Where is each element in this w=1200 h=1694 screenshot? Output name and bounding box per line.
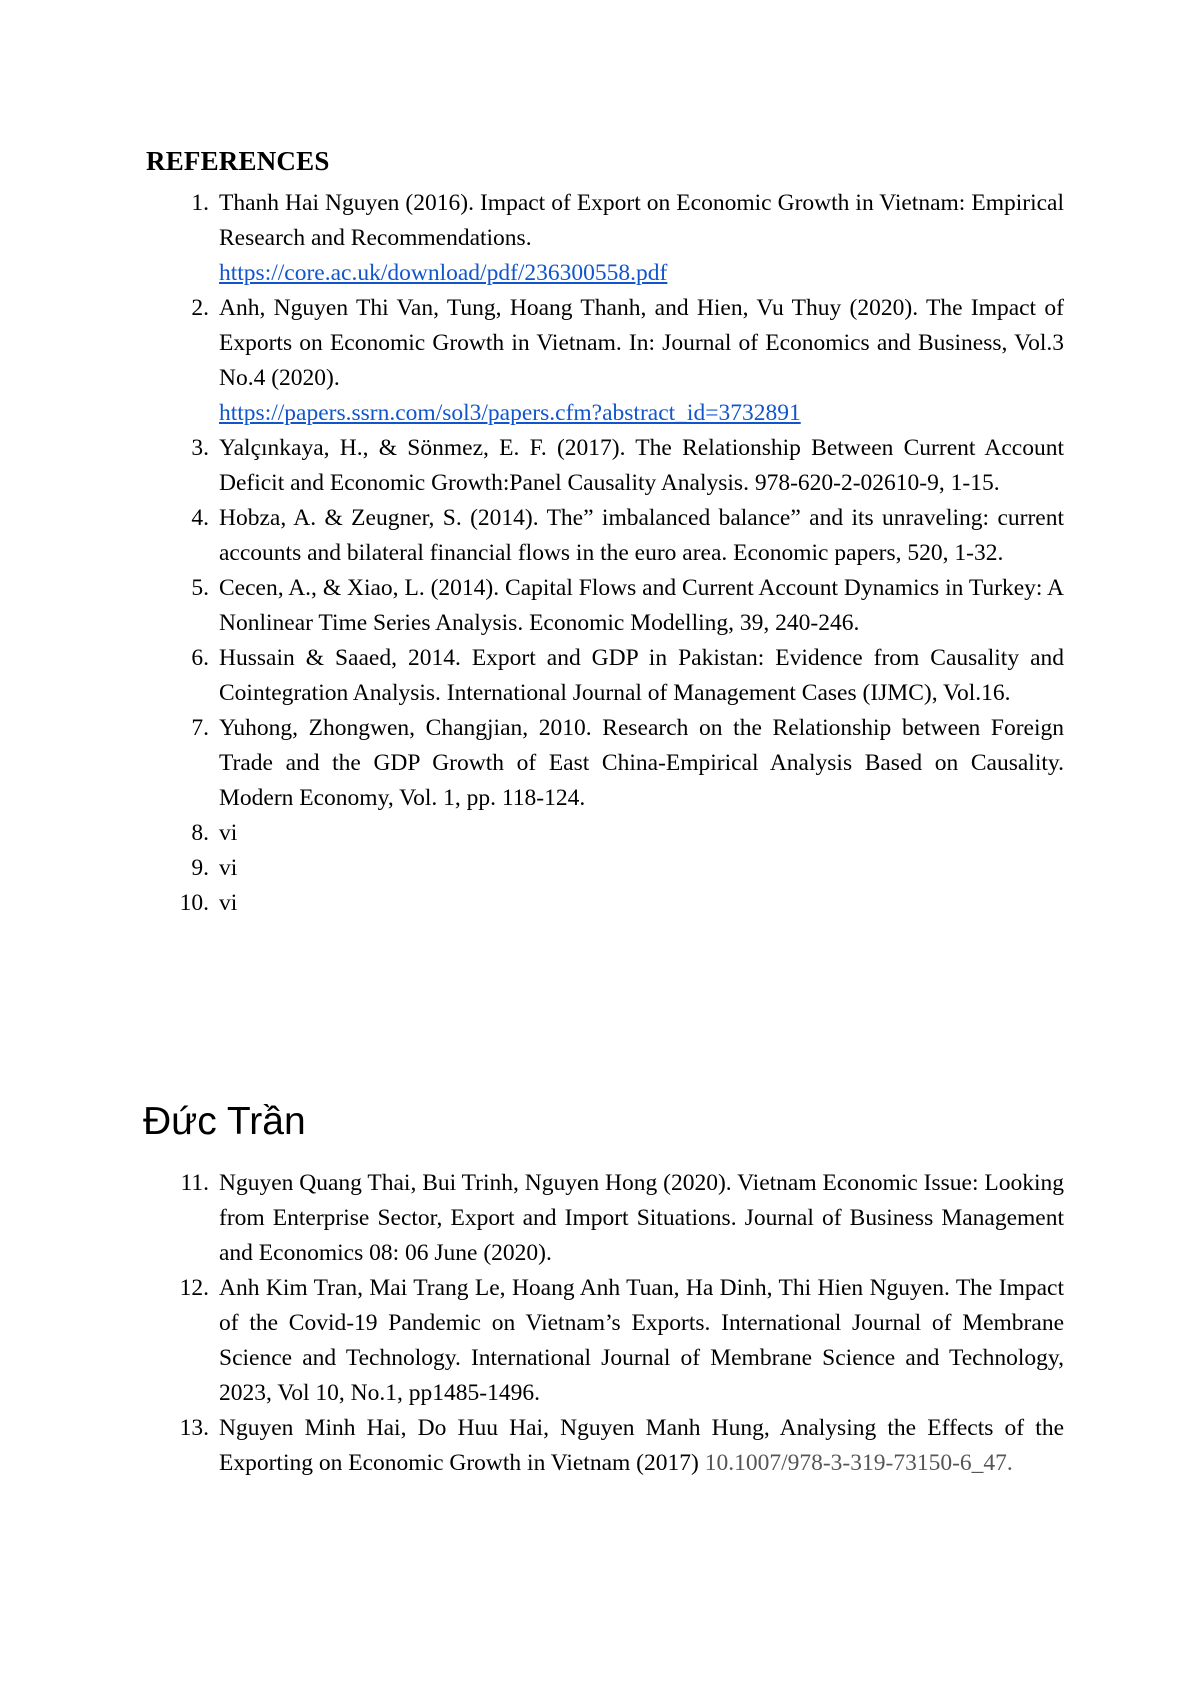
reference-text: Hussain & Saaed, 2014. Export and GDP in Pakistan: Evidence from Causality and Cointegration Analysis. International Journal of Management Cases (IJMC), Vol.16. (219, 645, 1064, 706)
reference-text (219, 291, 1064, 431)
reference-number: 12. (179, 1275, 209, 1301)
reference-item-13 (146, 1411, 1064, 1481)
reference-citation: Anh, Nguyen Thi Van, Tung, Hoang Thanh, and Hien, Vu Thuy (2020). The Impact of Exports on Economic Growth in Vietnam. In: Journal of Economics and Business, Vol.3 No.4 (2020). (219, 295, 1064, 391)
reference-number: 1. (191, 190, 209, 216)
reference-citation: Thanh Hai Nguyen (2016). Impact of Export on Economic Growth in Vietnam: Empirical Research and Recommendations. (219, 190, 1064, 251)
reference-text: vi (219, 855, 238, 881)
reference-item-4 (146, 501, 1064, 571)
reference-number: 13. (179, 1415, 209, 1441)
reference-item-6 (146, 641, 1064, 711)
reference-item-2 (146, 291, 1064, 431)
reference-text: Yuhong, Zhongwen, Changjian, 2010. Research on the Relationship between Foreign Trade and the GDP Growth of East China-Empirical Analysis Based on Causality. Modern Economy, Vol. 1, pp. 118-124. (219, 715, 1064, 811)
reference-text: Hobza, A. & Zeugner, S. (2014). The” imbalanced balance” and its unraveling: current accounts and bilateral financial flows in the euro area. Economic papers, 520, 1-32. (219, 505, 1064, 566)
reference-number: 10. (179, 890, 209, 916)
references-list (146, 186, 1064, 921)
reference-text: vi (219, 820, 238, 846)
reference-number: 4. (191, 505, 209, 531)
reference-text: Yalçınkaya, H., & Sönmez, E. F. (2017). The Relationship Between Current Account Deficit and Economic Growth:Panel Causality Analysis. 978-620-2-02610-9, 1-15. (219, 435, 1064, 496)
reference-number: 2. (191, 295, 209, 321)
reference-item-8 (146, 816, 1064, 851)
reference-text (219, 1411, 1064, 1481)
reference-item-1 (146, 186, 1064, 291)
author-heading: Đức Trần (143, 1100, 306, 1143)
reference-number: 11. (180, 1170, 209, 1196)
reference-number: 7. (191, 715, 209, 741)
reference-number: 8. (191, 820, 209, 846)
reference-text (219, 186, 1064, 291)
reference-item-3 (146, 431, 1064, 501)
reference-item-5 (146, 571, 1064, 641)
reference-number: 9. (191, 855, 209, 881)
reference-text: Nguyen Quang Thai, Bui Trinh, Nguyen Hong (2020). Vietnam Economic Issue: Looking from Enterprise Sector, Export and Import Situations. Journal of Business Management and Economics 08: 06 June (2020). (219, 1170, 1064, 1266)
reference-link[interactable]: https://papers.ssrn.com/sol3/papers.cfm?abstract_id=3732891 (219, 400, 801, 426)
reference-item-12 (146, 1271, 1064, 1411)
reference-text: vi (219, 890, 238, 916)
reference-doi: 10.1007/978-3-319-73150-6_47. (704, 1450, 1013, 1476)
reference-item-7 (146, 711, 1064, 816)
references-heading: REFERENCES (146, 146, 330, 176)
reference-number: 6. (191, 645, 209, 671)
reference-number: 5. (191, 575, 209, 601)
reference-text: Anh Kim Tran, Mai Trang Le, Hoang Anh Tuan, Ha Dinh, Thi Hien Nguyen. The Impact of the Covid-19 Pandemic on Vietnam’s Exports. International Journal of Membrane Science and Technology. International Journal of Membrane Science and Technology, 2023, Vol 10, No.1, pp1485-1496. (219, 1275, 1064, 1406)
reference-number: 3. (191, 435, 209, 461)
reference-item-11 (146, 1166, 1064, 1271)
reference-citation: Nguyen Minh Hai, Do Huu Hai, Nguyen Manh Hung, Analysing the Effects of the Exporting on Economic Growth in Vietnam (2017) (219, 1415, 1064, 1476)
reference-item-10 (146, 886, 1064, 921)
reference-item-9 (146, 851, 1064, 886)
reference-text: Cecen, A., & Xiao, L. (2014). Capital Flows and Current Account Dynamics in Turkey: A Nonlinear Time Series Analysis. Economic Modelling, 39, 240-246. (219, 575, 1064, 636)
reference-link[interactable]: https://core.ac.uk/download/pdf/236300558.pdf (219, 260, 668, 286)
references-list-continued (146, 1166, 1064, 1481)
